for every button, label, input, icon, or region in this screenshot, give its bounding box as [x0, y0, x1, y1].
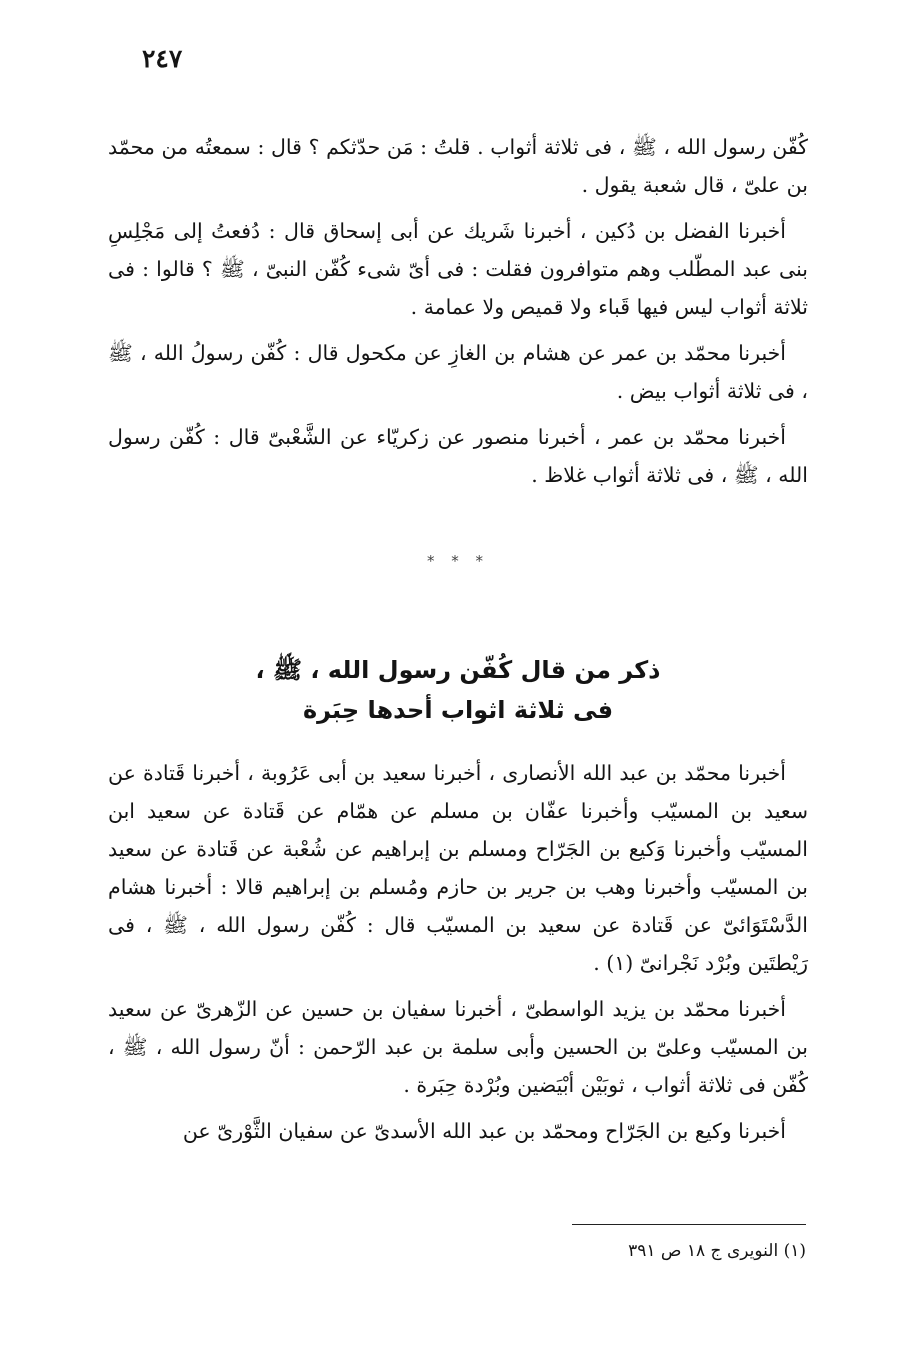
paragraph: أخبرنا وكيع بن الجَرّاح ومحمّد بن عبد الله الأسدىّ عن سفيان الثَّوْرىّ عن [182, 1119, 786, 1143]
heading-line-1: ذكر من قال كُفّن رسول الله ، ﷺ ، [255, 656, 661, 684]
paragraph: أخبرنا الفضل بن دُكين ، أخبرنا شَريك عن أبى إسحاق قال : دُفعتُ إلى مَجْلِسِ بنى عبد المطّلب وهم متوافرون فقلت : فى أىّ شىء كُفّن النبىّ ، ﷺ ؟ قالوا : فى ثلاثة أثواب ليس فيها قَباء ولا قميص ولا عمامة . [108, 219, 808, 319]
paragraph: أخبرنا محمّد بن يزيد الواسطىّ ، أخبرنا سفيان بن حسين عن الزّهرىّ عن سعيد بن المسيّب وعلىّ بن الحسين وأبى سلمة بن عبد الرّحمن : أنّ رسول الله ، ﷺ ، كُفّن فى ثلاثة أثواب ، ثوبَيْن أبْيَضين وبُرْدة حِبَرة . [108, 997, 808, 1097]
page-number: ٢٤٧ [142, 44, 183, 73]
paragraph: أخبرنا محمّد بن عبد الله الأنصارى ، أخبرنا سعيد بن أبى عَرُوبة ، أخبرنا قَتادة عن سعيد بن المسيّب وأخبرنا عفّان بن مسلم عن همّام عن قَتادة عن سعيد ابن المسيّب وأخبرنا وَكيع بن الجَرّاح ومسلم بن إبراهيم عن شُعْبة عن قَتادة عن سعيد بن المسيّب وأخبرنا وهب بن جرير بن حازم ومُسلم بن إبراهيم قالا : أخبرنا هشام الدَّسْتَوَائىّ عن قَتادة عن سعيد بن المسيّب قال : كُفّن رسول الله ، ﷺ ، فى رَيْطتَين وبُرْد نَجْرانىّ (١) . [108, 761, 808, 975]
section-separator: * * * [426, 552, 490, 570]
top-text-block [108, 128, 808, 502]
paragraph: أخبرنا محمّد بن عمر ، أخبرنا منصور عن زكريّاء عن الشَّعْبىّ قال : كُفّن رسول الله ، ﷺ ، فى ثلاثة أثواب غلاظ . [108, 425, 808, 487]
bottom-text-block [108, 754, 808, 1158]
footnote: (١) النويرى ج ١٨ ص ٣٩١ [628, 1241, 806, 1261]
paragraph: كُفّن رسول الله ، ﷺ ، فى ثلاثة أثواب . قلتُ : مَن حدّثكم ؟ قال : سمعتُه من محمّد بن علىّ ، قال شعبة يقول . [108, 135, 808, 197]
heading-line-2: فى ثلاثة اثواب أحدها حِبَرة [302, 696, 614, 724]
paragraph: أخبرنا محمّد بن عمر عن هشام بن الغازِ عن مكحول قال : كُفّن رسولُ الله ، ﷺ ، فى ثلاثة أثواب بيض . [108, 341, 808, 403]
section-heading [108, 650, 808, 730]
footnote-divider [572, 1224, 806, 1225]
